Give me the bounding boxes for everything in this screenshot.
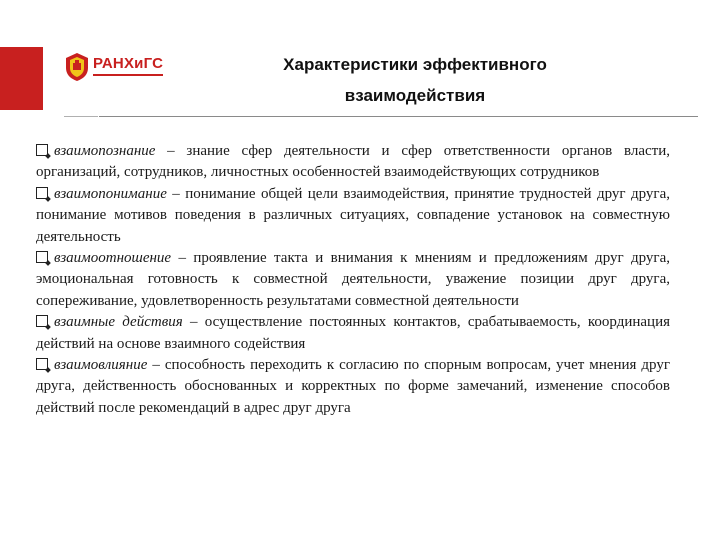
- title-line-2: взаимодействия: [344, 86, 486, 105]
- bullet-list: [36, 141, 670, 419]
- list-item: [36, 141, 670, 184]
- divider-stub: [64, 116, 98, 117]
- item-text: – понимание общей цели взаимодействия, принятие трудностей друг друга, понимание мотивов поведения в различных ситуациях, совпадение установок на совместную деятельность: [36, 185, 670, 245]
- item-term: взаимопонимание: [54, 185, 167, 202]
- header-divider: [99, 116, 698, 117]
- square-bullet-icon: [36, 187, 48, 199]
- item-term: взаимовлияние: [54, 357, 148, 374]
- list-item: [36, 312, 670, 355]
- item-text: – знание сфер деятельности и сфер ответственности органов власти, организаций, сотрудников, личностных особенностей взаимодействующих сотрудников: [36, 143, 670, 181]
- square-bullet-icon: [36, 251, 48, 263]
- square-bullet-icon: [36, 358, 48, 370]
- emblem-icon: [64, 52, 90, 82]
- item-term: взаимные действия: [54, 314, 183, 331]
- list-item: [36, 184, 670, 248]
- item-text: – способность переходить к согласию по спорным вопросам, учет мнения друг друга, действенность обоснованных и корректных по форме замечаний, изменение способов действий после рекомендаций в адрес друг друга: [36, 357, 670, 416]
- item-text: – проявление такта и внимания к мнениям и предложениям друг друга, эмоциональная готовность к совместной деятельности, уважение позиции друг друга, сопереживание, удовлетворенность результатами совместной деятельности: [36, 250, 670, 309]
- logo-text: РАНХиГС: [93, 55, 164, 72]
- logo-underline: [93, 74, 163, 76]
- title-line-1: Характеристики эффективного: [283, 55, 547, 74]
- square-bullet-icon: [36, 315, 48, 327]
- list-item: [36, 248, 670, 312]
- item-term: взаимоотношение: [54, 250, 172, 267]
- item-text: – осуществление постоянных контактов, срабатываемость, координация действий на основе взаимного содействия: [36, 314, 670, 352]
- slide-title: [225, 49, 605, 111]
- item-term: взаимопознание: [54, 143, 156, 159]
- ranepa-logo: [64, 52, 174, 84]
- square-bullet-icon: [36, 144, 48, 156]
- red-accent-bar: [0, 47, 43, 110]
- list-item: [36, 355, 670, 419]
